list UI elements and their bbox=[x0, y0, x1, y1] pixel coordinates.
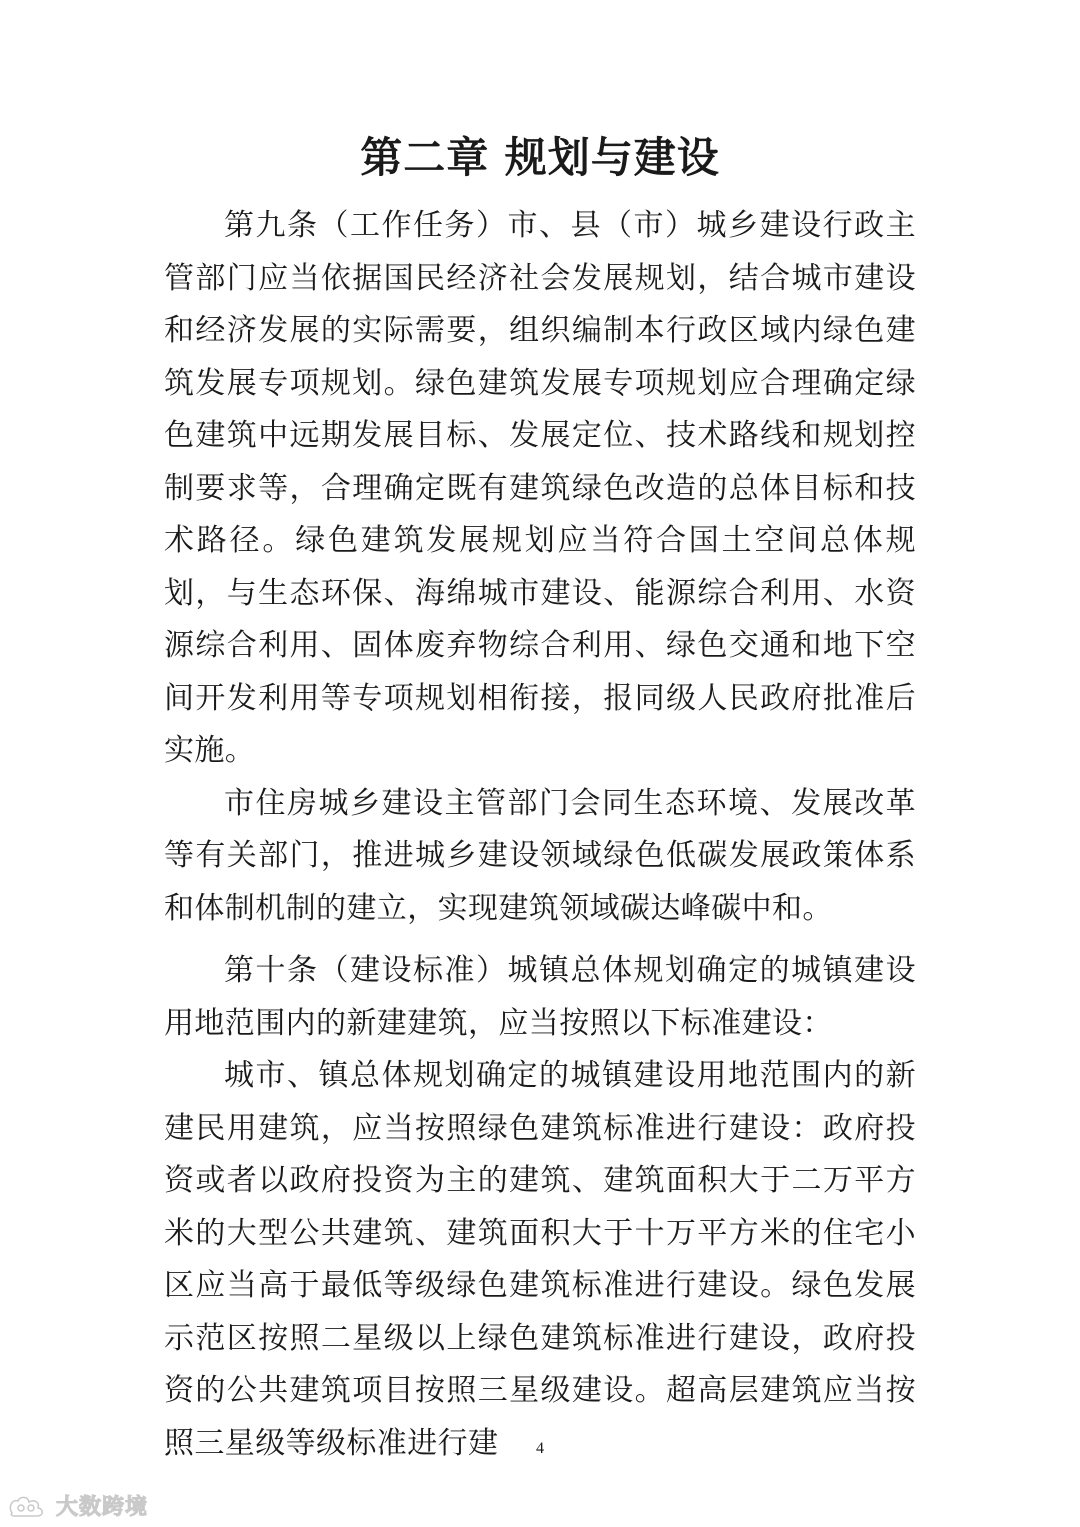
watermark-logo-icon bbox=[6, 1493, 50, 1519]
paragraph-article-10-detail: 城市、镇总体规划确定的城镇建设用地范围内的新建民用建筑，应当按照绿色建筑标准进行建设：政府投资或者以政府投资为主的建筑、建筑面积大于二万平方米的大型公共建筑、建筑面积大于十万平方米的住宅小区应当高于最低等级绿色建筑标准进行建设。绿色发展示范区按照二星级以上绿色建筑标准进行建设，政府投资的公共建筑项目按照三星级建设。超高层建筑应当按照三星级等级标准进行建 bbox=[164, 1058, 916, 1461]
paragraph-article-10: 第十条（建设标准）城镇总体规划确定的城镇建设用地范围内的新建建筑，应当按照以下标准建设： bbox=[164, 953, 916, 1041]
page-number: 4 bbox=[536, 1440, 544, 1457]
page-title: 第二章 规划与建设 bbox=[360, 133, 720, 182]
watermark-text: 大数跨境 bbox=[56, 1495, 149, 1520]
paragraph-article-9-supplement: 市住房城乡建设主管部门会同生态环境、发展改革等有关部门，推进城乡建设领域绿色低碳发展政策体系和体制机制的建立，实现建筑领域碳达峰碳中和。 bbox=[164, 785, 916, 926]
paragraph-article-9: 第九条（工作任务）市、县（市）城乡建设行政主管部门应当依据国民经济社会发展规划，结合城市建设和经济发展的实际需要，组织编制本行政区域内绿色建筑发展专项规划。绿色建筑发展专项规划应合理确定绿色建筑中远期发展目标、发展定位、技术路线和规划控制要求等，合理确定既有建筑绿色改造的总体目标和技术路径。绿色建筑发展规划应当符合国土空间总体规划，与生态环保、海绵城市建设、能源综合利用、水资源综合利用、固体废弃物综合利用、绿色交通和地下空间开发利用等专项规划相衔接，报同级人民政府批准后实施。 bbox=[164, 208, 916, 768]
watermark bbox=[6, 1490, 148, 1521]
document-body bbox=[164, 200, 916, 1470]
